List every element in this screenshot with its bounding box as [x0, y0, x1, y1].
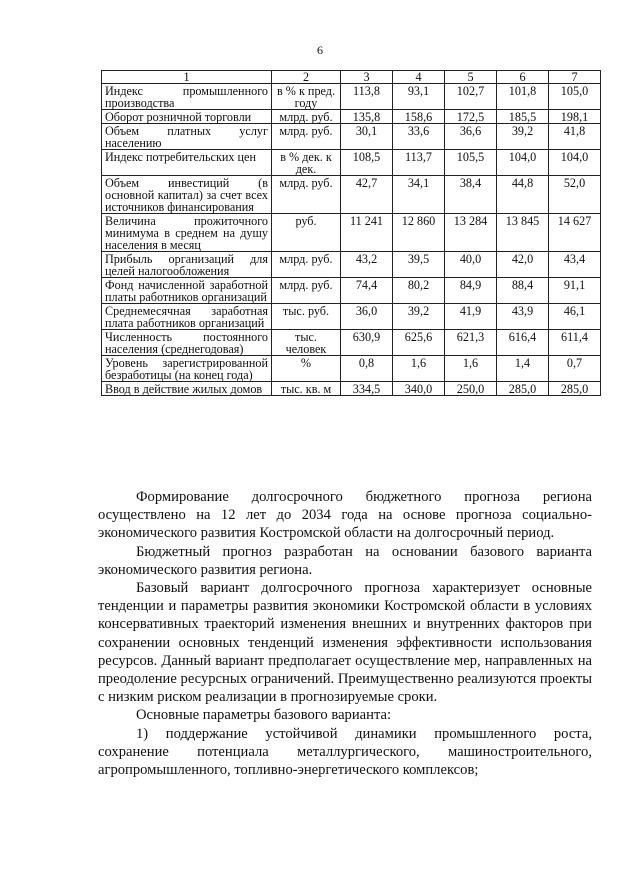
table-row	[102, 84, 601, 110]
value-cell: 12 860	[393, 214, 445, 252]
table-header-row	[102, 71, 601, 84]
indicator-cell: Индекс промышленного производства	[102, 84, 272, 110]
value-cell: 0,7	[549, 356, 601, 382]
indicator-cell: Прибыль организаций для целей налогообложения	[102, 252, 272, 278]
value-cell: 33,6	[393, 124, 445, 150]
column-header: 5	[445, 71, 497, 84]
value-cell: 42,0	[497, 252, 549, 278]
value-cell: 101,8	[497, 84, 549, 110]
indicator-cell: Величина прожиточного минимума в среднем на душу населения в месяц	[102, 214, 272, 252]
value-cell: 14 627	[549, 214, 601, 252]
table-row	[102, 304, 601, 330]
column-header: 2	[272, 71, 341, 84]
value-cell: 46,1	[549, 304, 601, 330]
value-cell: 621,3	[445, 330, 497, 356]
paragraph: 1) поддержание устойчивой динамики промышленного роста, сохранение потенциала металлургического, машиностроительного, агропромышленного, топливно-энергетического комплексов;	[98, 725, 592, 779]
table-row	[102, 356, 601, 382]
unit-cell: %	[272, 356, 341, 382]
value-cell: 102,7	[445, 84, 497, 110]
value-cell: 13 284	[445, 214, 497, 252]
value-cell: 105,0	[549, 84, 601, 110]
value-cell: 113,8	[341, 84, 393, 110]
indicators-table	[101, 70, 601, 396]
value-cell: 185,5	[497, 110, 549, 124]
value-cell: 43,2	[341, 252, 393, 278]
value-cell: 88,4	[497, 278, 549, 304]
value-cell: 611,4	[549, 330, 601, 356]
unit-cell: млрд. руб.	[272, 176, 341, 214]
page-number: 6	[317, 43, 323, 57]
unit-cell: тыс. руб.	[272, 304, 341, 330]
body-text	[98, 488, 592, 779]
column-header: 6	[497, 71, 549, 84]
table-row	[102, 330, 601, 356]
value-cell: 1,6	[445, 356, 497, 382]
value-cell: 43,4	[549, 252, 601, 278]
column-header: 7	[549, 71, 601, 84]
value-cell: 44,8	[497, 176, 549, 214]
value-cell: 52,0	[549, 176, 601, 214]
indicator-cell: Оборот розничной торговли	[102, 110, 272, 124]
table-row	[102, 176, 601, 214]
value-cell: 74,4	[341, 278, 393, 304]
column-header: 4	[393, 71, 445, 84]
value-cell: 39,2	[393, 304, 445, 330]
table-row	[102, 278, 601, 304]
value-cell: 285,0	[497, 382, 549, 396]
indicator-cell: Численность постоянного населения (среднегодовая)	[102, 330, 272, 356]
paragraph: Бюджетный прогноз разработан на основании базового варианта экономического развития региона.	[98, 543, 592, 578]
column-header: 1	[102, 71, 272, 84]
value-cell: 93,1	[393, 84, 445, 110]
paragraph: Основные параметры базового варианта:	[136, 707, 392, 724]
table-row	[102, 124, 601, 150]
table-row	[102, 150, 601, 176]
table-row	[102, 110, 601, 124]
unit-cell: млрд. руб.	[272, 124, 341, 150]
indicator-cell: Ввод в действие жилых домов	[102, 382, 272, 396]
table-row	[102, 252, 601, 278]
value-cell: 36,6	[445, 124, 497, 150]
indicator-cell: Уровень зарегистрированной безработицы (на конец года)	[102, 356, 272, 382]
value-cell: 11 241	[341, 214, 393, 252]
value-cell: 41,9	[445, 304, 497, 330]
table-row	[102, 214, 601, 252]
column-header: 3	[341, 71, 393, 84]
indicator-cell: Объем инвестиций (в основной капитал) за счет всех источников финансирования	[102, 176, 272, 214]
paragraph: Базовый вариант долгосрочного прогноза характеризует основные тенденции и параметры развития экономики Костромской области в условиях консервативных траекторий изменения внешних и внутренних факторов при сохранении основных тенденций изменения эффективности использования ресурсов. Данный вариант предполагает осуществление мер, направленных на преодоление ресурсных ограничений. Преимущественно реализуются проекты с низким риском реализации в прогнозируемые сроки.	[98, 580, 592, 706]
value-cell: 40,0	[445, 252, 497, 278]
indicator-cell: Среднемесячная заработная плата работников организаций	[102, 304, 272, 330]
value-cell: 630,9	[341, 330, 393, 356]
value-cell: 250,0	[445, 382, 497, 396]
value-cell: 39,2	[497, 124, 549, 150]
value-cell: 0,8	[341, 356, 393, 382]
unit-cell: тыс. кв. м	[272, 382, 341, 396]
unit-cell: млрд. руб.	[272, 278, 341, 304]
unit-cell: млрд. руб.	[272, 110, 341, 124]
value-cell: 104,0	[497, 150, 549, 176]
indicator-cell: Фонд начисленной заработной платы работников организаций	[102, 278, 272, 304]
value-cell: 36,0	[341, 304, 393, 330]
unit-cell: тыс. человек	[272, 330, 341, 356]
value-cell: 285,0	[549, 382, 601, 396]
paragraph: Формирование долгосрочного бюджетного прогноза региона осуществлено на 12 лет до 2034 года на основе прогноза социально-экономического развития Костромской области на долгосрочный период.	[98, 489, 592, 542]
value-cell: 43,9	[497, 304, 549, 330]
value-cell: 616,4	[497, 330, 549, 356]
value-cell: 334,5	[341, 382, 393, 396]
unit-cell: в % к пред. году	[272, 84, 341, 110]
value-cell: 30,1	[341, 124, 393, 150]
value-cell: 172,5	[445, 110, 497, 124]
value-cell: 38,4	[445, 176, 497, 214]
value-cell: 39,5	[393, 252, 445, 278]
value-cell: 340,0	[393, 382, 445, 396]
unit-cell: руб.	[272, 214, 341, 252]
value-cell: 625,6	[393, 330, 445, 356]
value-cell: 84,9	[445, 278, 497, 304]
unit-cell: в % дек. к дек.	[272, 150, 341, 176]
indicator-cell: Объем платных услуг населению	[102, 124, 272, 150]
value-cell: 135,8	[341, 110, 393, 124]
value-cell: 80,2	[393, 278, 445, 304]
value-cell: 1,6	[393, 356, 445, 382]
value-cell: 42,7	[341, 176, 393, 214]
indicator-cell: Индекс потребительских цен	[102, 150, 272, 176]
unit-cell: млрд. руб.	[272, 252, 341, 278]
value-cell: 113,7	[393, 150, 445, 176]
value-cell: 104,0	[549, 150, 601, 176]
value-cell: 198,1	[549, 110, 601, 124]
table-row	[102, 382, 601, 396]
value-cell: 158,6	[393, 110, 445, 124]
value-cell: 91,1	[549, 278, 601, 304]
value-cell: 34,1	[393, 176, 445, 214]
value-cell: 105,5	[445, 150, 497, 176]
value-cell: 41,8	[549, 124, 601, 150]
value-cell: 108,5	[341, 150, 393, 176]
value-cell: 13 845	[497, 214, 549, 252]
value-cell: 1,4	[497, 356, 549, 382]
